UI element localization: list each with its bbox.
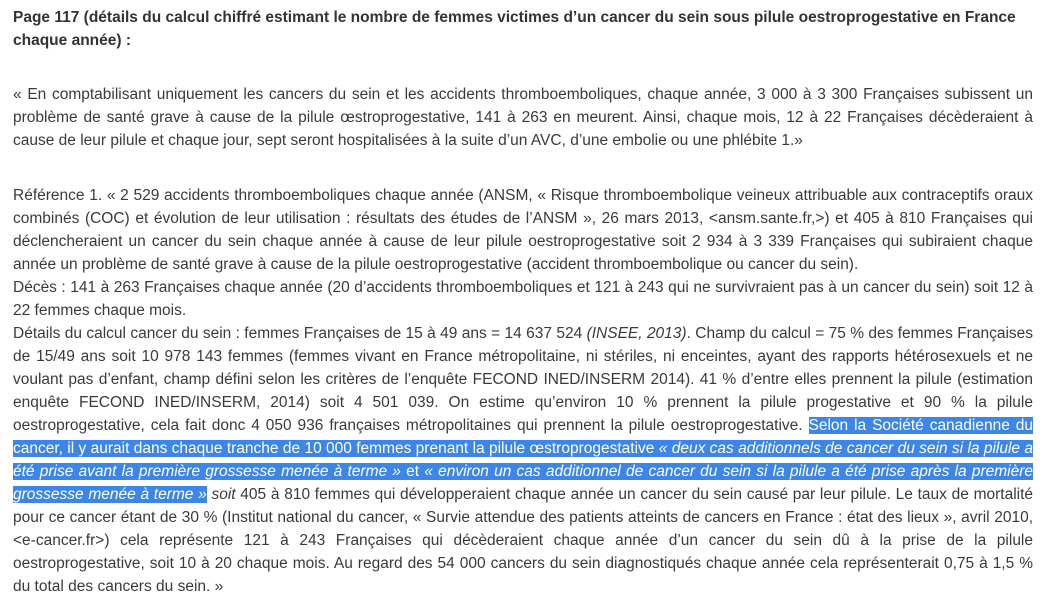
selected-text[interactable]: Selon la Société canadienne du cancer, il y aurait dans chaque tranche de 10 000 femmes prenant la pilule œstroprogestative [13, 417, 1034, 457]
reference-paragraph: Référence 1. « 2 529 accidents thromboemboliques chaque année (ANSM, « Risque thromboembolique veineux attribuable aux contraceptifs oraux combinés (COC) et évolution de leur utilisation : résultats des études de l’ANSM », 26 mars 2013, <ansm.sante.fr,>) et 405 à 810 Françaises qui déclencheraient un cancer du sein chaque année à cause de leur pilule oestroprogestative soit 2 934 à 3 339 Françaises qui subiraient chaque année un problème de santé grave à cause de la pilule oestroprogestative (accident thromboembolique ou cancer du sein). [13, 187, 1033, 273]
deces-paragraph: Décès : 141 à 263 Françaises chaque année (20 d’accidents thromboemboliques et 121 à 243 qui ne survivraient pas à un cancer du sein) soit 12 à 22 femmes chaque mois. [13, 279, 1033, 319]
details-text-2: . Champ du calcul = 75 % des femmes Françaises de 15/49 ans soit 10 978 143 femmes (femmes vivant en France métropolitaine, ni stériles, ni enceintes, ayant des rapports hétérosexuels et ne voulant pas d’enfant, champ défini selon les critères de l’enquête FECOND INED/INSERM 2014). 41 % d’entre elles prennent la pilule (estimation enquête FECOND INED/INSERM, 2014) soit 4 501 039. On estime qu’environ 10 % prennent la pilule progestative et 90 % la pilule oestroprogestative, cela fait donc 4 050 936 françaises métropolitaines qui prennent la pilule oestroprogestative. [13, 325, 1034, 434]
details-text-1: Détails du calcul cancer du sein : femmes Françaises de 15 à 49 ans = 14 637 524 [13, 325, 587, 342]
selected-quote-2[interactable]: « environ un cas additionnel de cancer du sein si la pilule a été prise après la première grossesse menée à terme » [13, 463, 1034, 503]
selected-quote-1[interactable]: « deux cas additionnels de cancer du sein si la pilule a été prise avant la première grossesse menée à terme » [13, 440, 1034, 480]
soit-word: soit [211, 486, 236, 503]
reference-block [13, 184, 1033, 598]
document [13, 6, 1033, 598]
page-title: Page 117 (détails du calcul chiffré estimant le nombre de femmes victimes d’un cancer du sein sous pilule oestroprogestative en France chaque année) : [13, 9, 1016, 49]
quote-paragraph: « En comptabilisant uniquement les cancers du sein et les accidents thromboemboliques, chaque année, 3 000 à 3 300 Françaises subissent un problème de santé grave à cause de la pilule œstroprogestative, 141 à 263 en meurent. Ainsi, chaque mois, 12 à 22 Françaises décèderaient à cause de leur pilule et chaque jour, sept seront hospitalisées à la suite d’un AVC, d’une embolie ou une phlébite 1.» [13, 86, 1033, 149]
selected-and[interactable]: et [400, 463, 425, 480]
details-text-3: 405 à 810 femmes qui développeraient chaque année un cancer du sein causé par leur pilule. Le taux de mortalité pour ce cancer étant de 30 % (Institut national du cancer, « Survie attendue des patients atteints de cancers en France : état des lieux », avril 2010, <e-cancer.fr>) cela représente 121 à 243 Françaises qui décèderaient chaque année d’un cancer du sein dû à la prise de la pilule oestroprogestative, soit 10 à 20 chaque mois. Au regard des 54 000 cancers du sein diagnostiqués chaque année cela représenterait 0,75 à 1,5 % du total des cancers du sein. » [13, 486, 1034, 595]
details-paragraph [13, 322, 1033, 598]
insee-citation: (INSEE, 2013) [586, 325, 687, 342]
